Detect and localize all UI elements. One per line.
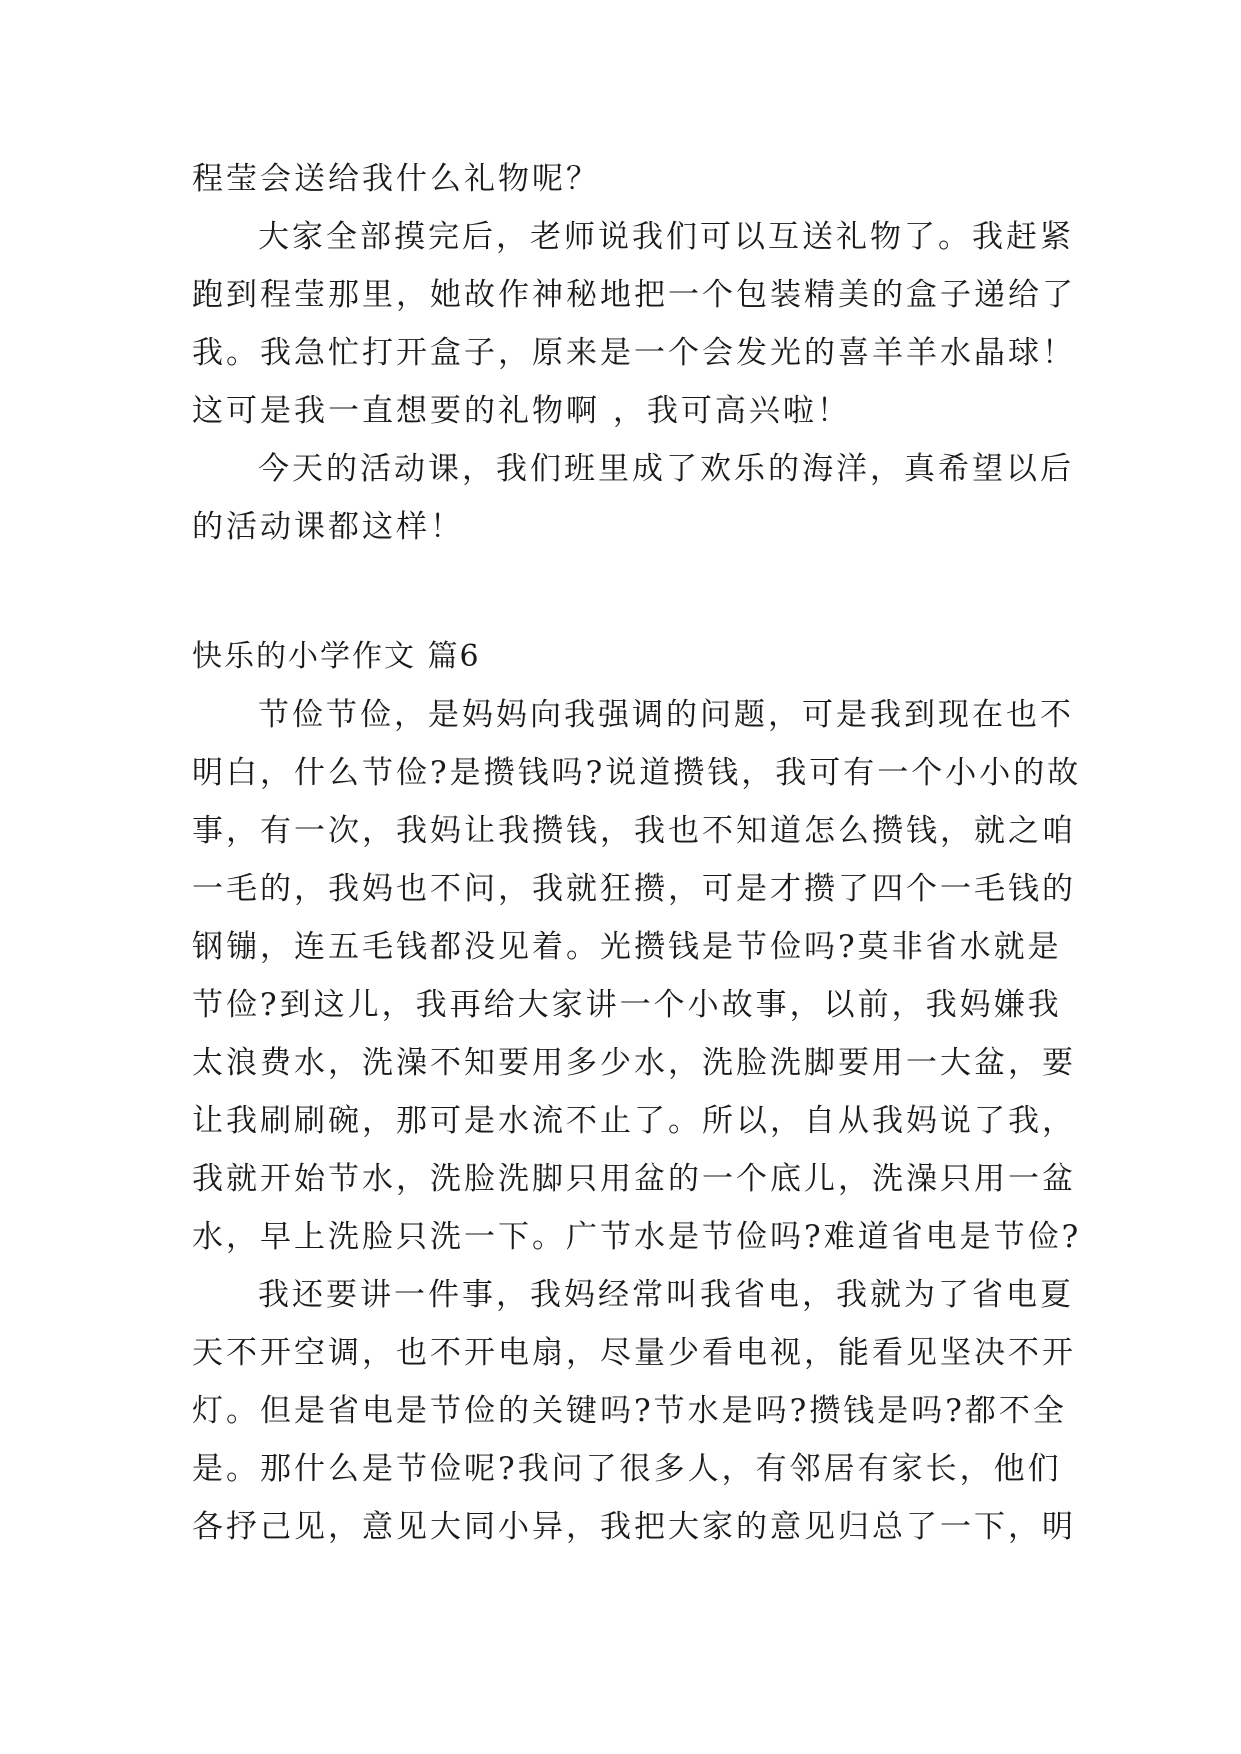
text-line: 这可是我一直想要的礼物啊 ，我可高兴啦！	[192, 393, 851, 429]
section-heading: 快乐的小学作文 篇6	[192, 639, 481, 674]
text-line: 的活动课都这样！	[192, 509, 464, 545]
text-line: 明白，什么节俭?是攒钱吗?说道攒钱，我可有一个小小的故	[192, 755, 1082, 791]
text-line: 水，早上洗脸只洗一下。广节水是节俭吗?难道省电是节俭?	[192, 1219, 1082, 1255]
text-line: 我就开始节水，洗脸洗脚只用盆的一个底儿，洗澡只用一盆	[192, 1161, 1076, 1197]
text-line: 大家全部摸完后，老师说我们可以互送礼物了。我赶紧	[258, 219, 1074, 255]
text-line: 是。那什么是节俭呢?我问了很多人，有邻居有家长，他们	[192, 1451, 1062, 1487]
text-line: 我。我急忙打开盒子，原来是一个会发光的喜羊羊水晶球！	[192, 335, 1076, 371]
text-line: 跑到程莹那里，她故作神秘地把一个包装精美的盒子递给了	[192, 277, 1076, 313]
text-line: 钢镚，连五毛钱都没见着。光攒钱是节俭吗?莫非省水就是	[192, 929, 1062, 965]
text-line: 节俭?到这儿，我再给大家讲一个小故事，以前，我妈嫌我	[192, 987, 1062, 1023]
text-line: 事，有一次，我妈让我攒钱，我也不知道怎么攒钱，就之咱	[192, 813, 1076, 849]
text-line: 灯。但是省电是节俭的关键吗?节水是吗?攒钱是吗?都不全	[192, 1393, 1067, 1429]
text-line: 让我刷刷碗，那可是水流不止了。所以，自从我妈说了我，	[192, 1103, 1076, 1139]
text-line: 我还要讲一件事，我妈经常叫我省电，我就为了省电夏	[258, 1277, 1074, 1313]
section-gap	[192, 556, 1064, 628]
document-page	[192, 150, 1082, 1556]
text-line: 节俭节俭，是妈妈向我强调的问题，可是我到现在也不	[258, 697, 1074, 733]
text-line: 程莹会送给我什么礼物呢？	[192, 161, 600, 197]
essay-body	[192, 686, 1082, 1556]
text-line: 太浪费水，洗澡不知要用多少水，洗脸洗脚要用一大盆，要	[192, 1045, 1076, 1081]
text-line: 一毛的，我妈也不问，我就狂攒，可是才攒了四个一毛钱的	[192, 871, 1076, 907]
essay-continuation	[192, 150, 1076, 556]
text-line: 天不开空调，也不开电扇，尽量少看电视，能看见坚决不开	[192, 1335, 1076, 1371]
text-line: 今天的活动课，我们班里成了欢乐的海洋，真希望以后	[258, 451, 1074, 487]
text-line: 各抒己见，意见大同小异，我把大家的意见归总了一下，明	[192, 1509, 1076, 1545]
